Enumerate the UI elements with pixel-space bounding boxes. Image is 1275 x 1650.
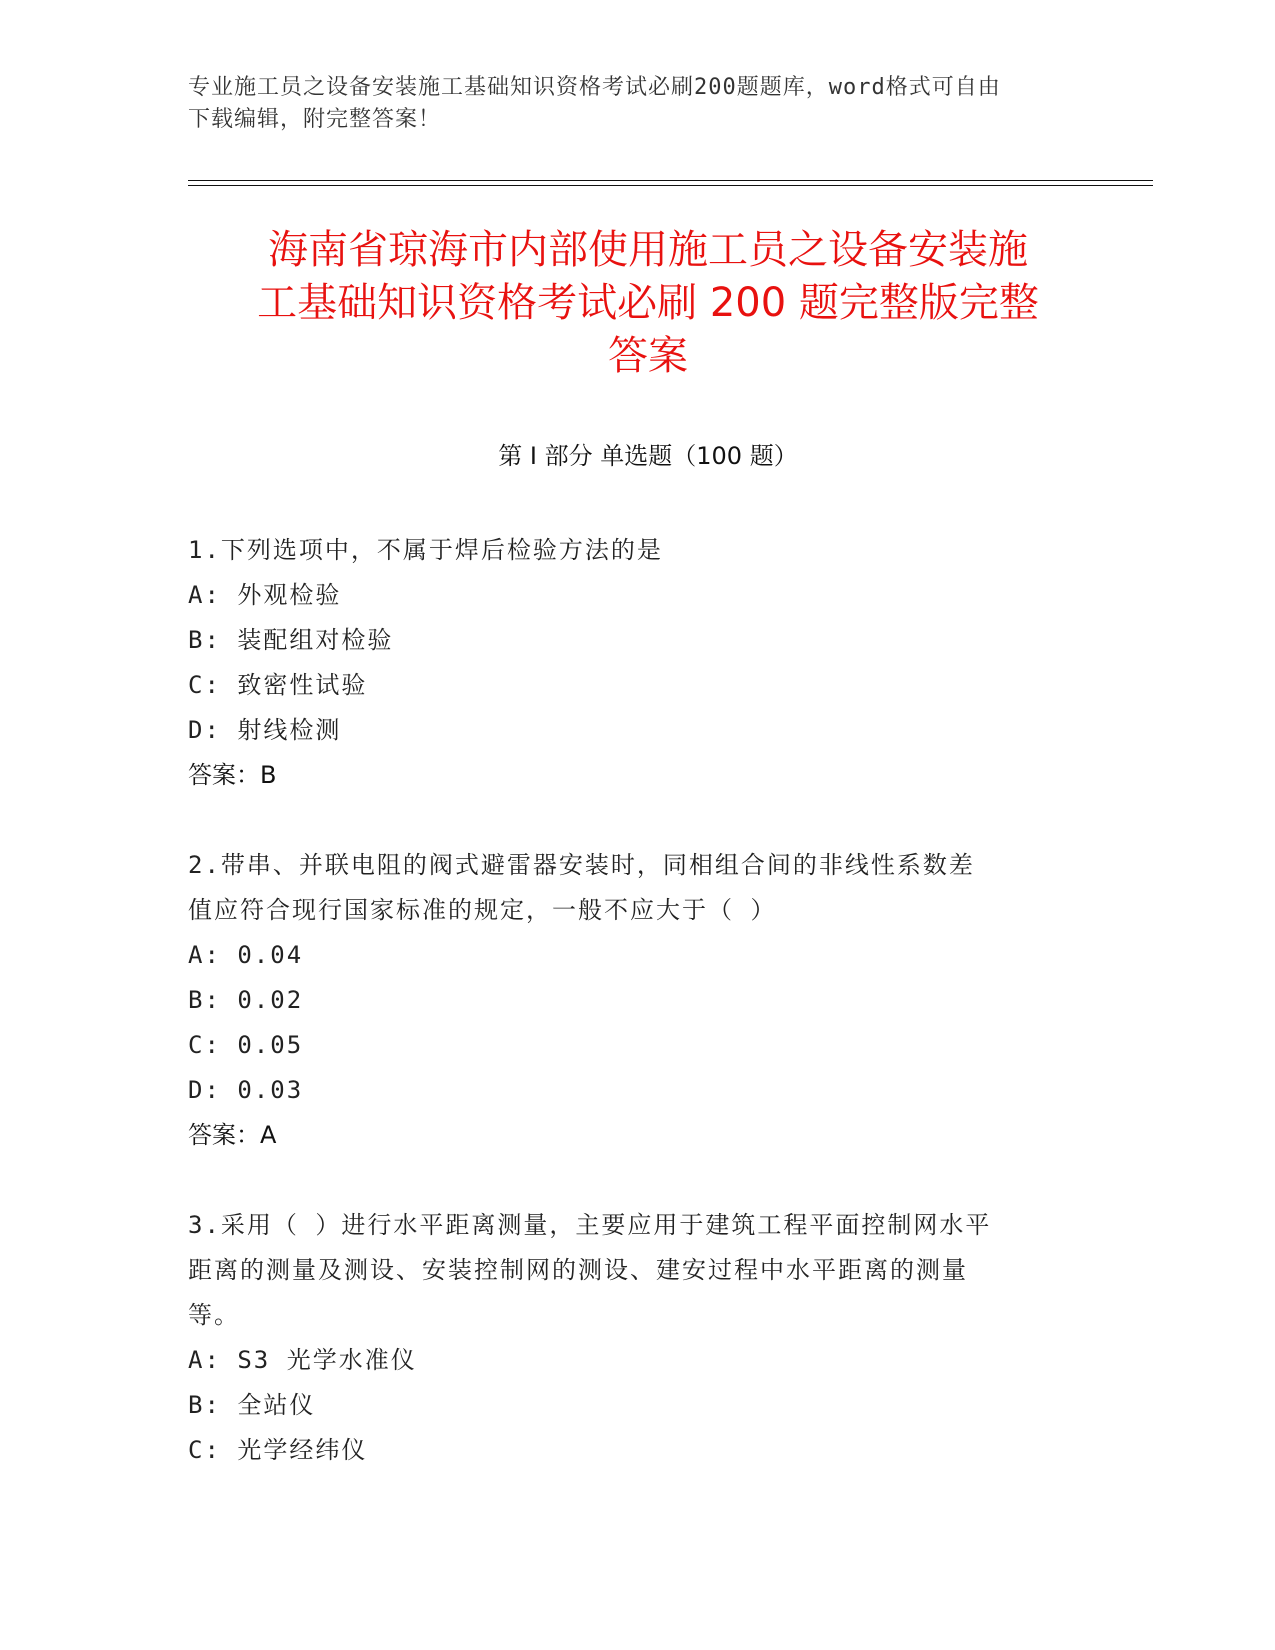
option-c: C: 0.05 xyxy=(188,1031,304,1059)
answer-line: 答案：A xyxy=(188,1121,277,1149)
question-2 xyxy=(188,843,1088,1158)
question-stem-line: 值应符合现行国家标准的规定，一般不应大于（ ） xyxy=(188,896,777,924)
header-note-line-2: 下载编辑，附完整答案！ xyxy=(188,107,442,132)
question-stem-line: 距离的测量及测设、安装控制网的测设、建安过程中水平距离的测量 xyxy=(188,1256,968,1284)
question-3 xyxy=(188,1203,1088,1473)
header-note xyxy=(188,72,1068,136)
option-c: C: 光学经纬仪 xyxy=(188,1436,368,1464)
document-title xyxy=(188,224,1108,383)
option-d: D: 射线检测 xyxy=(188,716,342,744)
option-d: D: 0.03 xyxy=(188,1076,304,1104)
option-b: B: 全站仪 xyxy=(188,1391,316,1419)
header-note-line-1: 专业施工员之设备安装施工基础知识资格考试必刷200题题库，word格式可自由 xyxy=(188,75,1001,100)
question-stem-line: 等。 xyxy=(188,1301,240,1329)
document-title-line-3: 答案 xyxy=(608,333,688,379)
question-stem xyxy=(188,528,1088,573)
document-title-line-2: 工基础知识资格考试必刷 200 题完整版完整 xyxy=(257,280,1039,326)
option-c: C: 致密性试验 xyxy=(188,671,368,699)
question-stem-line: 3.采用（ ）进行水平距离测量，主要应用于建筑工程平面控制网水平 xyxy=(188,1211,992,1239)
option-b: B: 装配组对检验 xyxy=(188,626,394,654)
header-divider-top xyxy=(188,180,1153,181)
question-list xyxy=(188,528,1088,1518)
option-a: A: S3 光学水准仪 xyxy=(188,1346,417,1374)
question-stem xyxy=(188,843,1088,933)
header-divider-bottom xyxy=(188,185,1153,186)
answer-line: 答案：B xyxy=(188,761,277,789)
option-a: A: 0.04 xyxy=(188,941,304,969)
question-1 xyxy=(188,528,1088,798)
question-stem-line: 2.带串、并联电阻的阀式避雷器安装时，同相组合间的非线性系数差 xyxy=(188,851,975,879)
section-title: 第 I 部分 单选题（100 题） xyxy=(498,442,798,470)
question-stem xyxy=(188,1203,1088,1338)
option-a: A: 外观检验 xyxy=(188,581,342,609)
question-stem-line: 1.下列选项中，不属于焊后检验方法的是 xyxy=(188,536,663,564)
option-b: B: 0.02 xyxy=(188,986,304,1014)
document-title-line-1: 海南省琼海市内部使用施工员之设备安装施 xyxy=(268,227,1028,273)
